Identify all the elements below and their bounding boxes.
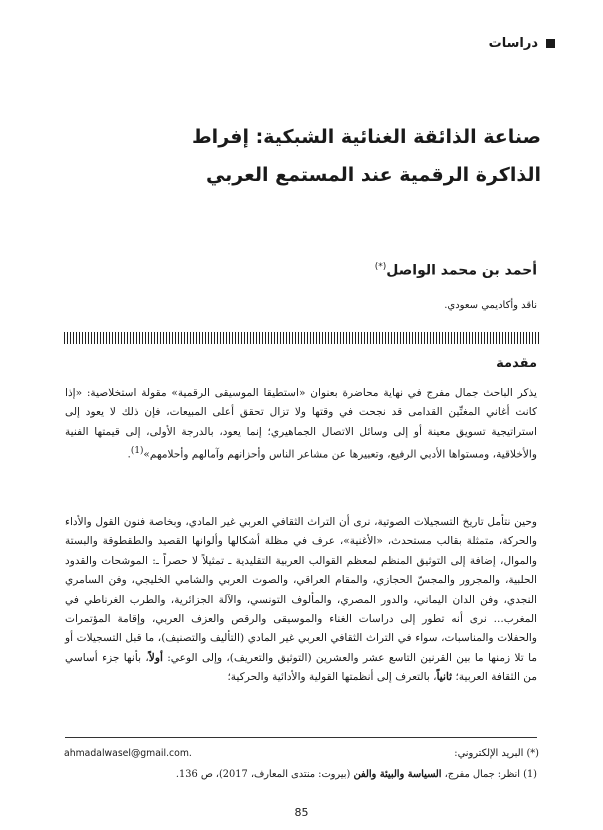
author-name-text: أحمد بن محمد الواصل: [386, 262, 537, 279]
p2-second: ثانياً: [436, 671, 453, 684]
intro-paragraph-2: [65, 513, 537, 688]
author-affiliation: ناقد وأكاديمي سعودي.: [444, 300, 537, 311]
footnote-rule: [65, 737, 537, 738]
footnote-1-text-b: (بيروت: منتدى المعارف، 2017)، ص 136.: [175, 769, 354, 780]
p1-end: .: [127, 448, 131, 461]
footnote-1-text-a: انظر: جمال مفرج،: [441, 769, 520, 780]
footnote-1-book: السياسة والبيئة والفن: [353, 769, 442, 780]
p1-text: يذكر الباحث جمال مفرج في نهاية محاضرة بعنوان «استطيقا الموسيقى الرقمية» مقولة استخلاصية: «إذا كانت أغاني المغنِّين القدامى قد نجحت في وقتها ولا تزال تحقق أعلى المبيعات، فإن ذلك لا يعود إلى استراتيجية تسويق معينة أو إلى وسائل الاتصال الجماهيري؛ إنما يعود، بالدرجة الأولى، إلى قيمتها الفنية والأخلاقية، ومستواها الأدبي الرفيع، وتعبيرها عن مشاعر الناس وأحزانهم وآمالهم وأحلامهم»: [65, 387, 537, 461]
title-line-1: صناعة الذائقة الغنائية الشبكية: إفراط: [191, 126, 541, 148]
section-header: [489, 36, 555, 51]
footnote-email-label-text: البريد الإلكتروني:: [454, 748, 524, 759]
p2-text-c: ، بالتعرف إلى أنظمتها القولية والأدائية والحركية؛: [227, 671, 437, 684]
p2-first: أولاً: [148, 651, 163, 664]
p2-text-b: ، بأنها جزء أساسي من الثقافة العربية؛: [65, 651, 537, 684]
section-label: دراسات: [488, 36, 538, 51]
footnote-email: [64, 748, 539, 764]
footnote-ref-1: (1): [130, 446, 144, 457]
page-number: 85: [294, 806, 309, 819]
author-email: ahmadalwasel@gmail.com.: [64, 748, 192, 759]
author-footnote-marker: (*): [374, 262, 387, 272]
hatched-divider: [64, 332, 539, 344]
intro-paragraph-1: [65, 384, 537, 465]
article-title: [101, 118, 541, 194]
author-name: [375, 262, 537, 279]
footnote-email-marker: (*): [526, 748, 539, 759]
p2-text-a: وحين نتأمل تاريخ التسجيلات الصوتية، نرى أن التراث الثقافي العربي غير المادي، وبخاصة فنون القول والأداء والحركة، متمثلة بقالب مستحدث، «الأغنية»، عرف في مظلة أشكالها وألوانها القصيد والطقطوقة والبستة والموال، إضافة إلى التوثيق المنظم لمعظم القوالب العربية التقليدية ـ تمثيلاً لا حصراً ـ: الموشحات والقدود الحلبية، والمجرور والمجسّ الحجازي، والمقام العراقي، والصوت العربي والشامي الخليجي، وفن السامري النجدي، وفن الدان اليماني، والدور المصري، والمألوف التونسي، والآلة الجزائرية، والطرب الغرناطي في المغرب... نرى أنه تطور إلى دراسات الغناء والموسيقى والرقص والعزف العربي، وإقامة المؤتمرات والحفلات والمناسبات، سواء في التراث الثقافي العربي غير المادي (التأليف والتصنيف)، ما قبل التسجيلات أو ما تلا زمنها ما بين القرنين التاسع عشر والعشرين (التوثيق والتعريف)، وإلى الوعي:: [65, 516, 537, 664]
footnote-email-label: [454, 748, 539, 759]
footnote-1: [65, 769, 537, 780]
title-line-2: الذاكرة الرقمية عند المستمع العربي: [205, 164, 541, 186]
footnote-1-number: (1): [523, 769, 537, 780]
section-square-icon: [546, 39, 555, 48]
intro-heading: مقدمة: [496, 356, 537, 371]
